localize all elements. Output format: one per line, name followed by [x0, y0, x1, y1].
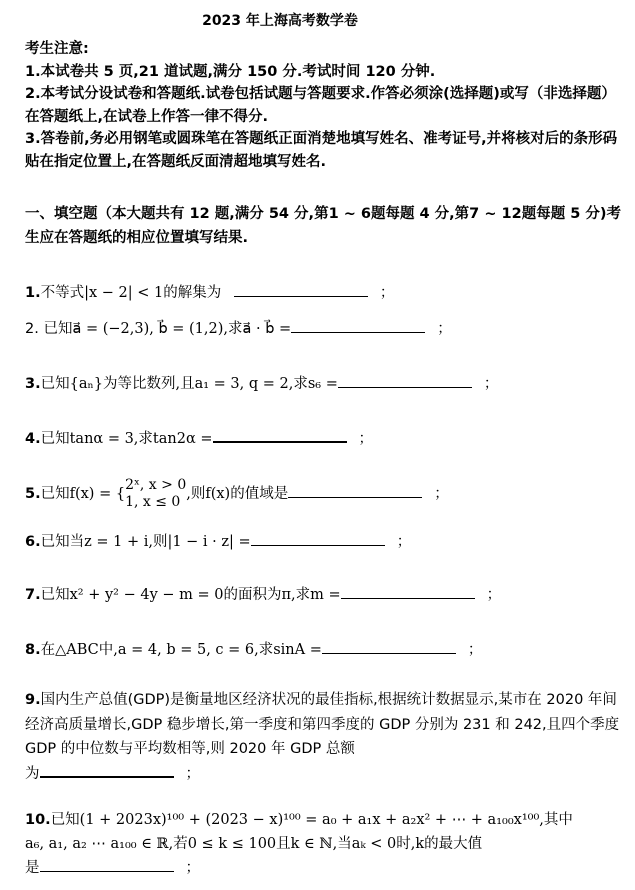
- semicolon: ；: [185, 860, 200, 876]
- question-number: 3.: [25, 376, 41, 392]
- question-tail: 是: [25, 860, 40, 876]
- question-text: 不等式|x − 2| < 1的解集为: [40, 285, 222, 301]
- question-7: [25, 583, 501, 604]
- question-number: 4.: [25, 431, 41, 447]
- semicolon: ；: [185, 765, 200, 782]
- question-text-line2: a₆, a₁, a₂ ⋯ a₁₀₀ ∈ ℝ,若0 ≤ k ≤ 100且k ∈ ℕ,当aₖ < 0时,k的最大值: [25, 836, 483, 852]
- answer-blank[interactable]: [341, 584, 475, 599]
- question-text: 已知a⃗ = (−2,3), b⃗ = (1,2),求a⃗ · b⃗ =: [43, 321, 292, 337]
- semicolon: ；: [467, 642, 483, 658]
- semicolon: ；: [483, 376, 499, 392]
- question-number: 5.: [25, 486, 41, 502]
- question-text: 国内生产总值(GDP)是衡量地区经济状况的最佳指标,根据统计数据显示,某市在 2020 年间经济高质量增长,GDP 稳步增长,第一季度和第四季度的 GDP 分别为 231 和 242,且四个季度 GDP 的中位数与平均数相等,则 2020 年 GDP 总额: [25, 692, 620, 757]
- answer-blank[interactable]: [40, 762, 174, 778]
- question-3: [25, 372, 498, 393]
- question-5: [25, 477, 449, 511]
- answer-blank[interactable]: [291, 318, 425, 333]
- question-text: 已知{aₙ}为等比数列,且a₁ = 3, q = 2,求s₆ =: [40, 376, 338, 392]
- notice-item: 1.本试卷共 5 页,21 道试题,满分 150 分.考试时间 120 分钟.: [25, 63, 436, 80]
- notice-heading: 考生注意:: [25, 41, 89, 57]
- question-2: [25, 317, 452, 338]
- question-number: 8.: [25, 642, 41, 658]
- question-6: [25, 530, 411, 551]
- question-4: [25, 427, 373, 448]
- semicolon: ；: [486, 587, 502, 603]
- semicolon: ；: [437, 321, 452, 337]
- semicolon: ；: [396, 534, 412, 550]
- question-text: 已知f(x) = {: [40, 486, 126, 502]
- question-text: 在△ABC中,a = 4, b = 5, c = 6,求sinA =: [40, 642, 322, 658]
- question-number: 7.: [25, 587, 41, 603]
- answer-blank[interactable]: [322, 639, 456, 654]
- section-heading: 一、填空题（本大题共有 12 题,满分 54 分,第1 ~ 6题每题 4 分,第7 ~ 12题每题 5 分)考生应在答题纸的相应位置填写结果.: [25, 206, 622, 246]
- case-1: 2ˣ, x > 0: [125, 477, 187, 493]
- question-text: 已知tanα = 3,求tan2α =: [40, 431, 213, 447]
- question-number: 10.: [25, 812, 51, 828]
- question-tail: 为: [25, 765, 40, 782]
- notice-item: 3.答卷前,务必用钢笔或圆珠笔在答题纸正面消楚地填写姓名、准考证号,并将核对后的条形码贴在指定位置上,在答题纸反面清超地填写姓名.: [25, 131, 618, 170]
- answer-blank[interactable]: [251, 531, 385, 546]
- question-number: 1.: [25, 285, 41, 301]
- question-number: 2.: [25, 321, 44, 337]
- semicolon: ；: [379, 285, 395, 301]
- semicolon: ；: [434, 486, 449, 502]
- answer-blank[interactable]: [40, 857, 174, 872]
- piecewise-cases: [125, 477, 186, 511]
- answer-blank[interactable]: [213, 427, 347, 443]
- question-number: 9.: [25, 692, 41, 708]
- question-text: 已知x² + y² − 4y − m = 0的面积为π,求m =: [40, 587, 341, 603]
- case-2: 1, x ≤ 0: [125, 494, 181, 510]
- question-9: [25, 688, 630, 786]
- answer-blank[interactable]: [338, 373, 472, 388]
- question-1: [25, 281, 394, 302]
- answer-blank[interactable]: [288, 483, 422, 498]
- question-text-post: ,则f(x)的值域是: [186, 486, 289, 502]
- notice-item: 2.本考试分设试卷和答题纸.试卷包括试题与答题要求.作答必须涂(选择题)或写（非选择题）在答题纸上,在试卷上作答一律不得分.: [25, 86, 616, 125]
- question-8: [25, 638, 482, 659]
- question-number: 6.: [25, 534, 41, 550]
- question-text: 已知当z = 1 + i,则|1 − i · z| =: [40, 534, 251, 550]
- page-title: 2023 年上海高考数学卷: [202, 13, 358, 29]
- question-10: [25, 808, 573, 880]
- semicolon: ；: [358, 431, 373, 447]
- notice-block: [25, 38, 625, 173]
- question-text: 已知(1 + 2023x)¹⁰⁰ + (2023 − x)¹⁰⁰ = a₀ + a₁x + a₂x² + ⋯ + a₁₀₀x¹⁰⁰,其中: [50, 812, 573, 828]
- answer-blank[interactable]: [234, 282, 368, 297]
